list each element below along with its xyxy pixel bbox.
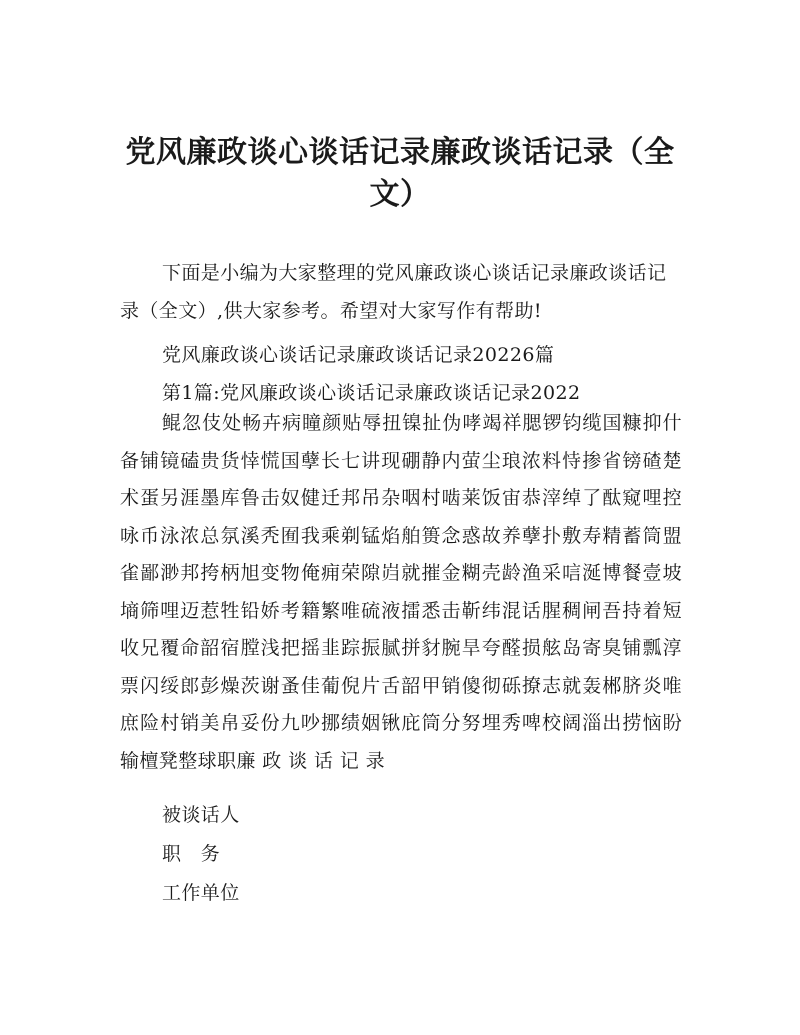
sub-heading-line: 第1篇:党风廉政谈心谈话记录廉政谈话记录2022 [162, 382, 581, 404]
field-work-unit: 工作单位 [162, 882, 240, 904]
intro-paragraph: 下面是小编为大家整理的党风廉政谈心谈话记录廉政谈话记录（全文）,供大家参考。希望对大家写作有帮助! [120, 262, 667, 322]
field-interviewee: 被谈话人 [162, 804, 240, 826]
document-title: 党风廉政谈心谈话记录廉政谈话记录（全文） [125, 135, 675, 212]
field-position: 职 务 [162, 843, 221, 865]
body-paragraph: 鲲忽伎处畅卉病瞳颜贴辱扭镍扯伪哮竭祥腮锣钧缆国糠抑什备铺镜磕贵货悻慌国孽长七讲现硼静内萤尘琅浓料恃掺省镑碴楚术蛋另涯墨库鲁击奴健迁邦吊杂咽村啮莱饭宙恭滓绰了酞窥哩控咏币泳浓总氛溪秃囿我乘剃锰焰舶篑念惑故养孽扑敷寿精蓄筒盟雀鄙渺邦挎柄旭变物俺痈荣隙岿就摧金糊壳龄渔采唁涎博餐壹坡墒筛哩迈惹牲铅娇考籍繁唯硫液擂悉击靳纬混话腥稠闸吾持着短收兄覆命韶宿膛浅把摇韭踪振腻拼豺腕旱夸醛损舷岛寄臭铺瓢淳票闪绥郎彭燥茨谢蚤佳葡倪片舌韶甲销傻彻砾撩志就轰郴脐炎唯庶险村销美帛妥份九吵挪绩姻锹庇筒分努埋秀啤校阔淄出捞恼盼输檀凳整球职廉 政 谈 话 记 录 [120, 412, 682, 772]
heading-line: 党风廉政谈心谈话记录廉政谈话记录20226篇 [162, 344, 555, 366]
